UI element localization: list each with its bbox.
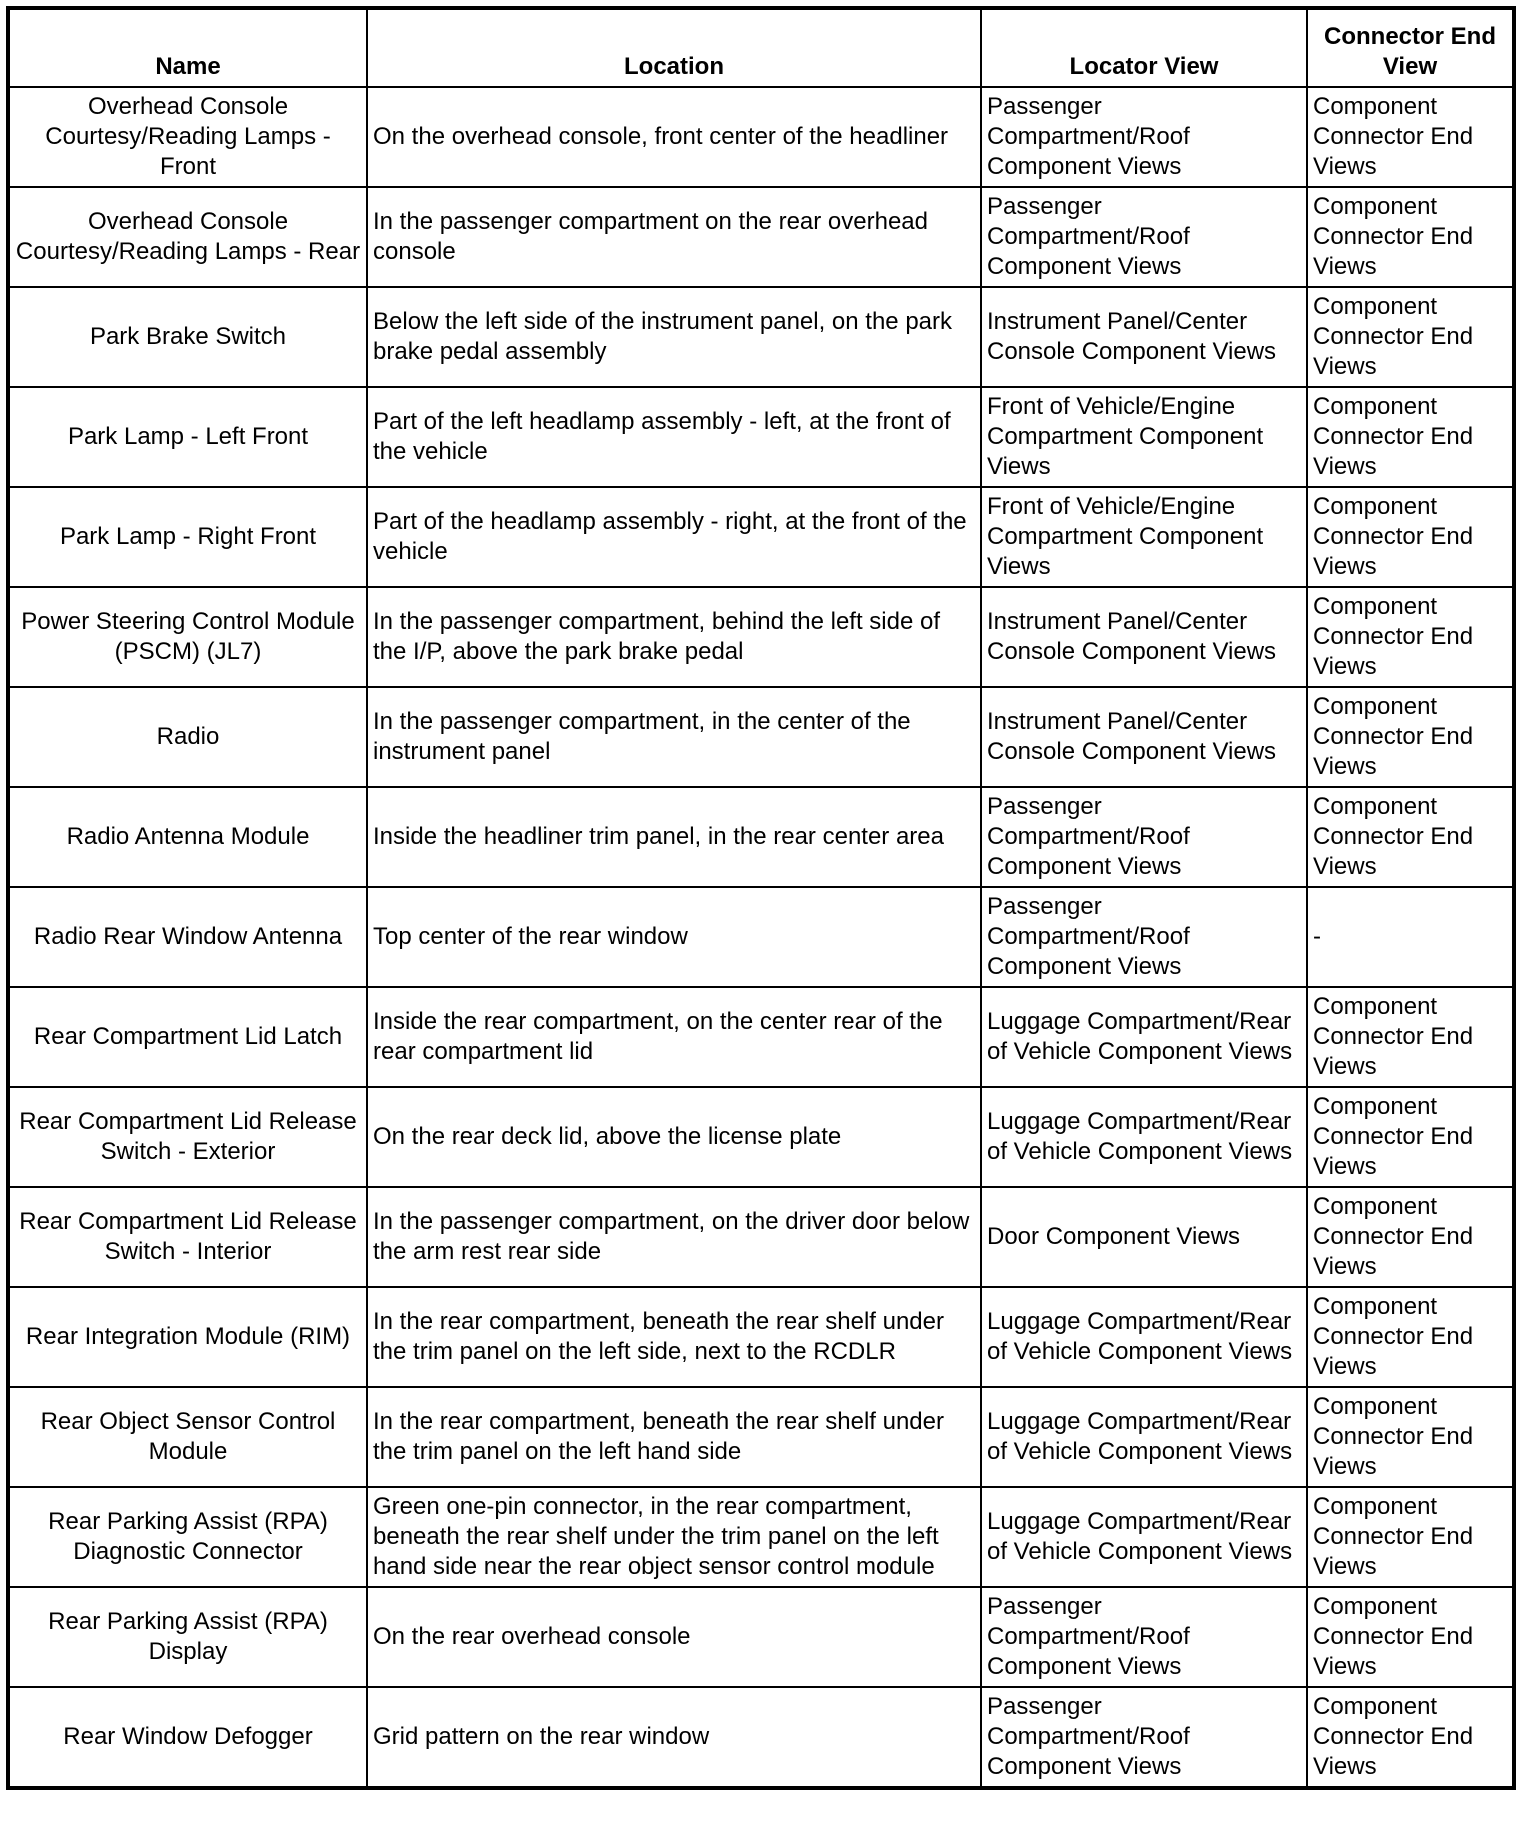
table-row (8, 587, 1514, 687)
cell-connector-end-view: - (1307, 887, 1514, 987)
cell-connector-end-view: Component Connector End Views (1307, 1687, 1514, 1788)
header-connector-end-view: Connector End View (1307, 8, 1514, 87)
cell-name: Rear Parking Assist (RPA) Diagnostic Connector (8, 1487, 367, 1587)
cell-name: Rear Window Defogger (8, 1687, 367, 1788)
cell-name: Park Lamp - Right Front (8, 487, 367, 587)
cell-connector-end-view: Component Connector End Views (1307, 1387, 1514, 1487)
cell-locator-view: Front of Vehicle/Engine Compartment Component Views (981, 387, 1307, 487)
cell-location: On the rear overhead console (367, 1587, 981, 1687)
cell-locator-view: Front of Vehicle/Engine Compartment Component Views (981, 487, 1307, 587)
cell-location: Top center of the rear window (367, 887, 981, 987)
cell-locator-view: Passenger Compartment/Roof Component Views (981, 1687, 1307, 1788)
cell-connector-end-view: Component Connector End Views (1307, 1087, 1514, 1187)
table-row (8, 1287, 1514, 1387)
component-location-table (6, 6, 1516, 1790)
cell-connector-end-view: Component Connector End Views (1307, 187, 1514, 287)
cell-location: On the overhead console, front center of the headliner (367, 87, 981, 187)
cell-locator-view: Passenger Compartment/Roof Component Views (981, 187, 1307, 287)
table-row (8, 1587, 1514, 1687)
cell-connector-end-view: Component Connector End Views (1307, 787, 1514, 887)
cell-locator-view: Door Component Views (981, 1187, 1307, 1287)
cell-location: Part of the left headlamp assembly - left, at the front of the vehicle (367, 387, 981, 487)
table-row (8, 1687, 1514, 1788)
cell-locator-view: Passenger Compartment/Roof Component Views (981, 787, 1307, 887)
cell-name: Radio (8, 687, 367, 787)
table-row (8, 987, 1514, 1087)
cell-locator-view: Passenger Compartment/Roof Component Views (981, 887, 1307, 987)
cell-location: Inside the headliner trim panel, in the rear center area (367, 787, 981, 887)
cell-location: Grid pattern on the rear window (367, 1687, 981, 1788)
cell-locator-view: Instrument Panel/Center Console Component Views (981, 687, 1307, 787)
cell-locator-view: Passenger Compartment/Roof Component Views (981, 1587, 1307, 1687)
cell-location: In the passenger compartment, on the driver door below the arm rest rear side (367, 1187, 981, 1287)
table-row (8, 787, 1514, 887)
cell-location: In the passenger compartment on the rear overhead console (367, 187, 981, 287)
cell-name: Rear Compartment Lid Release Switch - Interior (8, 1187, 367, 1287)
table-row (8, 1087, 1514, 1187)
table-row (8, 487, 1514, 587)
cell-locator-view: Instrument Panel/Center Console Component Views (981, 587, 1307, 687)
cell-name: Power Steering Control Module (PSCM) (JL7) (8, 587, 367, 687)
cell-connector-end-view: Component Connector End Views (1307, 987, 1514, 1087)
cell-location: Inside the rear compartment, on the center rear of the rear compartment lid (367, 987, 981, 1087)
cell-locator-view: Luggage Compartment/Rear of Vehicle Component Views (981, 987, 1307, 1087)
table-row (8, 1187, 1514, 1287)
header-locator-view: Locator View (981, 8, 1307, 87)
cell-name: Overhead Console Courtesy/Reading Lamps - Rear (8, 187, 367, 287)
cell-location: Green one-pin connector, in the rear compartment, beneath the rear shelf under the trim panel on the left hand side near the rear object sensor control module (367, 1487, 981, 1587)
cell-connector-end-view: Component Connector End Views (1307, 1487, 1514, 1587)
cell-location: In the rear compartment, beneath the rear shelf under the trim panel on the left side, next to the RCDLR (367, 1287, 981, 1387)
cell-name: Rear Object Sensor Control Module (8, 1387, 367, 1487)
cell-location: Below the left side of the instrument panel, on the park brake pedal assembly (367, 287, 981, 387)
cell-connector-end-view: Component Connector End Views (1307, 87, 1514, 187)
cell-locator-view: Instrument Panel/Center Console Component Views (981, 287, 1307, 387)
cell-name: Park Brake Switch (8, 287, 367, 387)
cell-connector-end-view: Component Connector End Views (1307, 487, 1514, 587)
table-row (8, 187, 1514, 287)
table-row (8, 287, 1514, 387)
cell-locator-view: Luggage Compartment/Rear of Vehicle Component Views (981, 1087, 1307, 1187)
cell-name: Park Lamp - Left Front (8, 387, 367, 487)
cell-locator-view: Luggage Compartment/Rear of Vehicle Component Views (981, 1387, 1307, 1487)
table-row (8, 1487, 1514, 1587)
header-location: Location (367, 8, 981, 87)
cell-name: Rear Compartment Lid Release Switch - Exterior (8, 1087, 367, 1187)
cell-locator-view: Luggage Compartment/Rear of Vehicle Component Views (981, 1287, 1307, 1387)
cell-location: In the passenger compartment, behind the left side of the I/P, above the park brake pedal (367, 587, 981, 687)
cell-name: Rear Parking Assist (RPA) Display (8, 1587, 367, 1687)
header-name: Name (8, 8, 367, 87)
cell-connector-end-view: Component Connector End Views (1307, 687, 1514, 787)
table-row (8, 1387, 1514, 1487)
table-row (8, 387, 1514, 487)
table-body (8, 87, 1514, 1788)
cell-connector-end-view: Component Connector End Views (1307, 387, 1514, 487)
cell-connector-end-view: Component Connector End Views (1307, 1287, 1514, 1387)
cell-name: Radio Antenna Module (8, 787, 367, 887)
table-row (8, 87, 1514, 187)
table-header-row (8, 8, 1514, 87)
table-row (8, 687, 1514, 787)
cell-connector-end-view: Component Connector End Views (1307, 1587, 1514, 1687)
cell-connector-end-view: Component Connector End Views (1307, 287, 1514, 387)
cell-name: Rear Integration Module (RIM) (8, 1287, 367, 1387)
cell-name: Rear Compartment Lid Latch (8, 987, 367, 1087)
cell-locator-view: Passenger Compartment/Roof Component Views (981, 87, 1307, 187)
cell-name: Radio Rear Window Antenna (8, 887, 367, 987)
cell-location: In the rear compartment, beneath the rear shelf under the trim panel on the left hand side (367, 1387, 981, 1487)
cell-connector-end-view: Component Connector End Views (1307, 1187, 1514, 1287)
cell-name: Overhead Console Courtesy/Reading Lamps - Front (8, 87, 367, 187)
cell-connector-end-view: Component Connector End Views (1307, 587, 1514, 687)
cell-locator-view: Luggage Compartment/Rear of Vehicle Component Views (981, 1487, 1307, 1587)
cell-location: In the passenger compartment, in the center of the instrument panel (367, 687, 981, 787)
cell-location: On the rear deck lid, above the license plate (367, 1087, 981, 1187)
cell-location: Part of the headlamp assembly - right, at the front of the vehicle (367, 487, 981, 587)
table-row (8, 887, 1514, 987)
